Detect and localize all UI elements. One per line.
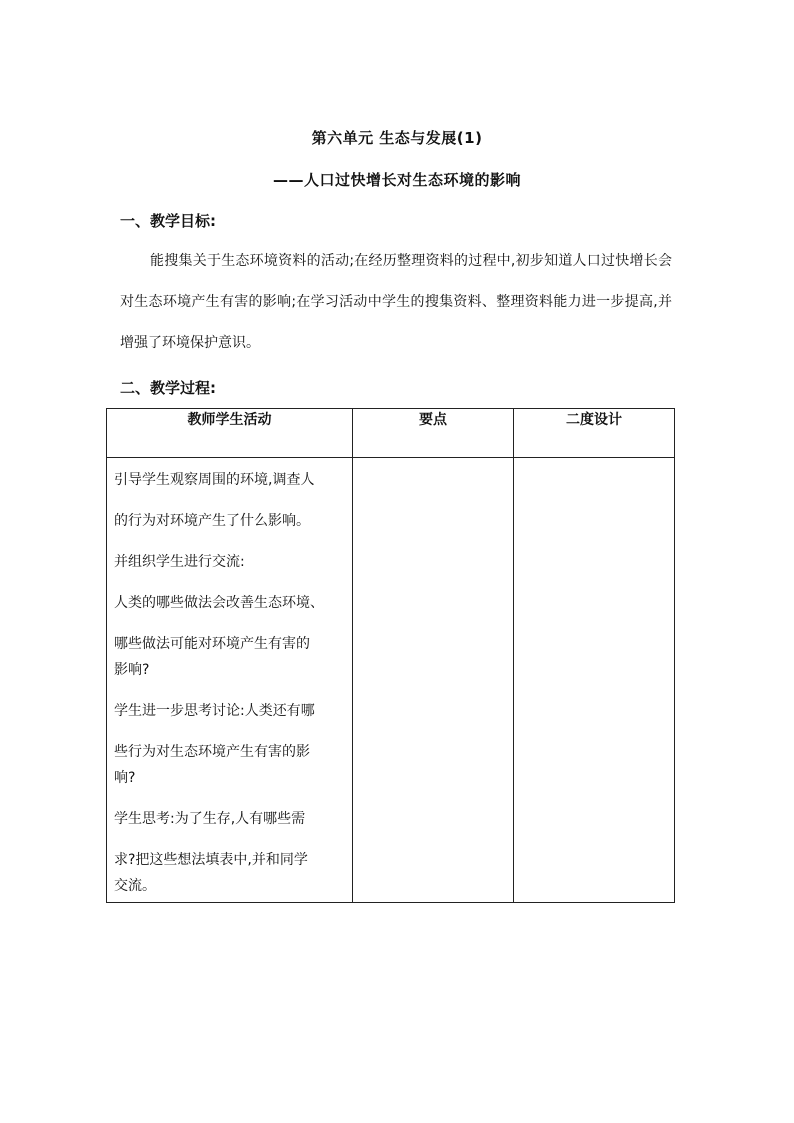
section-heading-process: 二、教学过程: xyxy=(120,379,216,397)
table-row xyxy=(107,458,675,903)
header-activities: 教师学生活动 xyxy=(107,409,353,458)
activity-line: 学生进一步思考讨论:人类还有哪 xyxy=(114,703,315,719)
activity-line: 哪些做法可能对环境产生有害的 xyxy=(114,636,310,652)
activity-line: 的行为对环境产生了什么影响。 xyxy=(114,513,310,529)
section-heading-objectives: 一、教学目标: xyxy=(120,212,216,230)
activity-line: 并组织学生进行交流: xyxy=(114,554,245,570)
activity-line: 学生思考:为了生存,人有哪些需 xyxy=(114,811,306,827)
activity-line: 人类的哪些做法会改善生态环境、 xyxy=(114,595,324,611)
activities-cell xyxy=(107,458,353,903)
key-points-cell xyxy=(353,458,514,903)
activity-line: 影响? xyxy=(114,662,150,678)
lesson-table xyxy=(106,408,675,903)
second-design-cell xyxy=(514,458,675,903)
activity-line: 些行为对生态环境产生有害的影 xyxy=(114,744,310,760)
activity-line: 交流。 xyxy=(114,878,156,894)
activity-line: 引导学生观察周围的环境,调查人 xyxy=(114,472,315,488)
activity-line: 求?把这些想法填表中,并和同学 xyxy=(114,852,308,868)
activity-line: 响? xyxy=(114,770,136,786)
document-title: 第六单元 生态与发展(1) xyxy=(311,129,483,147)
header-second-design: 二度设计 xyxy=(514,409,675,458)
document-subtitle: ——人口过快增长对生态环境的影响 xyxy=(272,171,521,189)
table-header-row xyxy=(107,409,675,458)
header-key-points: 要点 xyxy=(353,409,514,458)
objectives-paragraph: 能搜集关于生态环境资料的活动;在经历整理资料的过程中,初步知道人口过快增长会对生态环境产生有害的影响;在学习活动中学生的搜集资料、整理资料能力进一步提高,并增强了环境保护意识。 xyxy=(120,253,672,351)
